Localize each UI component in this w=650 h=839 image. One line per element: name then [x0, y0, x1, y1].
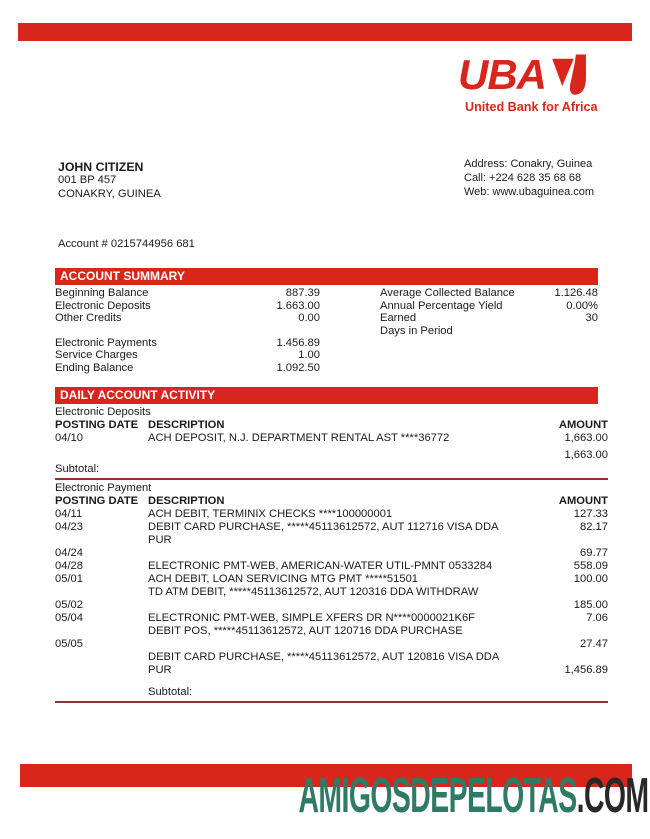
- summary-label: Service Charges: [55, 349, 138, 362]
- activity-date: 04/24: [55, 547, 83, 559]
- watermark-suffix-text: .COM: [577, 769, 649, 823]
- activity-row: [55, 586, 608, 599]
- watermark-main-text: AMIGOSDEPELOTAS: [298, 769, 578, 823]
- summary-value: 1.00: [298, 349, 320, 362]
- summary-left-top-rows: [55, 287, 320, 325]
- summary-value: 1.092.50: [276, 361, 320, 374]
- activity-description: PUR: [148, 534, 172, 546]
- account-summary-section: [55, 268, 608, 375]
- summary-value: 1.663.00: [276, 299, 320, 312]
- activity-row: [55, 521, 608, 534]
- summary-right-rows: [380, 287, 598, 337]
- summary-value: 1.456.89: [276, 336, 320, 349]
- summary-left-column: [55, 287, 320, 375]
- activity-row: [55, 534, 608, 547]
- deposits-rows: [55, 432, 608, 462]
- account-number: Account # 0215744956 681: [58, 238, 195, 250]
- deposits-divider-line: [55, 478, 608, 480]
- payments-subsection-label: Electronic Payment: [55, 482, 152, 494]
- activity-row: [55, 432, 608, 445]
- activity-date: 05/02: [55, 599, 83, 611]
- activity-description: DEBIT CARD PURCHASE, *****45113612572, AUT 112716 VISA DDA: [148, 521, 499, 533]
- deposits-table-header: [55, 419, 608, 432]
- watermark: [298, 769, 649, 823]
- activity-row: [55, 664, 608, 677]
- activity-description: ELECTRONIC PMT-WEB, SIMPLE XFERS DR N****0000021K6F: [148, 612, 476, 624]
- deposits-subtotal-label: Subtotal:: [55, 463, 100, 475]
- activity-description: ELECTRONIC PMT-WEB, AMERICAN-WATER UTIL-PMNT 0533284: [148, 560, 493, 572]
- payments-rows: [55, 508, 608, 677]
- uba-tagline: United Bank for Africa: [465, 100, 598, 114]
- daily-activity-section: [55, 387, 608, 703]
- payments-table-header: [55, 495, 608, 508]
- uba-emblem-icon: [550, 53, 586, 99]
- summary-row: [55, 337, 320, 350]
- daily-activity-header: DAILY ACCOUNT ACTIVITY: [55, 387, 598, 404]
- activity-date: 04/11: [55, 508, 83, 520]
- summary-label: Electronic Deposits: [55, 299, 151, 312]
- bank-address: Address: Conakry, Guinea: [464, 158, 593, 170]
- activity-date: [55, 586, 148, 599]
- summary-label: Earned: [380, 312, 417, 325]
- summary-label: Beginning Balance: [55, 287, 149, 299]
- activity-row: [55, 449, 608, 462]
- summary-row: [380, 300, 598, 313]
- bank-contact-block: [464, 158, 594, 199]
- activity-description: ACH DEBIT, LOAN SERVICING MTG PMT *****51501: [148, 573, 419, 585]
- summary-row: [380, 325, 598, 338]
- activity-row: [55, 560, 608, 573]
- activity-row: [55, 612, 608, 625]
- activity-date: [55, 651, 148, 664]
- customer-name: JOHN CITIZEN: [58, 160, 144, 174]
- summary-value: 0.00: [298, 312, 320, 325]
- activity-date: [55, 449, 148, 462]
- column-header-posting-date: POSTING DATE: [55, 495, 139, 507]
- column-header-description: DESCRIPTION: [148, 419, 225, 431]
- activity-date: [55, 534, 148, 547]
- activity-date: [55, 625, 148, 638]
- activity-amount: [518, 586, 608, 599]
- summary-row: [380, 287, 598, 300]
- activity-amount: 100.00: [573, 573, 608, 585]
- activity-date: 05/05: [55, 638, 83, 650]
- summary-left-bottom-rows: [55, 337, 320, 375]
- summary-label: Days in Period: [380, 324, 453, 337]
- activity-date: 04/23: [55, 521, 83, 533]
- activity-description: TD ATM DEBIT, *****45113612572, AUT 120316 DDA WITHDRAW: [148, 586, 479, 598]
- bank-phone: Call: +224 628 35 68 68: [464, 171, 582, 184]
- column-header-amount: AMOUNT: [558, 419, 608, 431]
- uba-logo-text: UBA: [458, 51, 546, 98]
- payments-subtotal-label: Subtotal:: [148, 686, 193, 698]
- summary-value: 1.126.48: [554, 287, 598, 299]
- activity-row: [55, 625, 608, 638]
- summary-label: Ending Balance: [55, 361, 134, 374]
- activity-description: PUR: [148, 664, 172, 676]
- summary-label: Electronic Payments: [55, 336, 157, 349]
- uba-logo: [458, 52, 638, 114]
- summary-label: Other Credits: [55, 312, 122, 325]
- activity-date: 05/04: [55, 612, 83, 624]
- column-header-description: DESCRIPTION: [148, 495, 225, 507]
- summary-row: [55, 287, 320, 300]
- summary-right-column: [380, 287, 598, 375]
- activity-row: [55, 599, 608, 612]
- activity-amount: 1,663.00: [564, 449, 608, 461]
- activity-amount: 127.33: [573, 508, 608, 520]
- activity-amount: 69.77: [580, 547, 608, 559]
- activity-date: 05/01: [55, 573, 83, 585]
- activity-description: DEBIT CARD PURCHASE, *****45113612572, AUT 120816 VISA DDA: [148, 651, 500, 663]
- summary-value: 0.00%: [566, 299, 598, 312]
- activity-amount: 185.00: [573, 599, 608, 611]
- customer-address-block: [58, 160, 161, 201]
- activity-amount: [518, 534, 608, 547]
- summary-row: [380, 312, 598, 325]
- activity-description: ACH DEPOSIT, N.J. DEPARTMENT RENTAL AST ****36772: [148, 432, 450, 444]
- summary-row: [55, 362, 320, 375]
- summary-value: 30: [585, 312, 598, 325]
- summary-value: 887.39: [285, 287, 320, 299]
- bank-website: Web: www.ubaguinea.com: [464, 185, 595, 198]
- activity-description: DEBIT POS, *****45113612572, AUT 120716 DDA PURCHASE: [148, 625, 463, 637]
- summary-row: [55, 349, 320, 362]
- activity-description: [148, 547, 518, 560]
- activity-description: ACH DEBIT, TERMINIX CHECKS ****100000001: [148, 508, 393, 520]
- activity-amount: 82.17: [580, 521, 608, 533]
- account-summary-body: [55, 287, 608, 375]
- activity-row: [55, 508, 608, 521]
- activity-row: [55, 547, 608, 560]
- account-summary-header: ACCOUNT SUMMARY: [55, 268, 598, 285]
- activity-description: [148, 599, 518, 612]
- activity-amount: 1,456.89: [564, 664, 608, 676]
- activity-row: [55, 638, 608, 651]
- activity-amount: 7.06: [586, 612, 608, 624]
- summary-spacer: [55, 325, 320, 337]
- activity-row: [55, 573, 608, 586]
- payments-divider-line: [55, 701, 608, 703]
- activity-description: [148, 449, 518, 462]
- activity-amount: 1,663.00: [564, 432, 608, 444]
- activity-row: [55, 651, 608, 664]
- customer-address-line2: CONAKRY, GUINEA: [58, 187, 161, 200]
- activity-date: 04/28: [55, 560, 83, 572]
- activity-amount: 27.47: [580, 638, 608, 650]
- deposits-subsection-label: Electronic Deposits: [55, 406, 151, 418]
- activity-amount: [518, 625, 608, 638]
- summary-label: Annual Percentage Yield: [380, 299, 503, 312]
- column-header-amount: AMOUNT: [558, 495, 608, 507]
- summary-row: [55, 312, 320, 325]
- activity-date: [55, 664, 148, 677]
- column-header-posting-date: POSTING DATE: [55, 419, 139, 431]
- activity-description: [148, 638, 518, 651]
- activity-amount: 558.09: [573, 560, 608, 572]
- customer-address-line1: 001 BP 457: [58, 174, 117, 186]
- activity-date: 04/10: [55, 432, 83, 444]
- activity-amount: [518, 651, 608, 664]
- top-red-bar: [18, 23, 632, 41]
- summary-label: Average Collected Balance: [380, 287, 515, 299]
- summary-row: [55, 300, 320, 313]
- uba-logo-row: [458, 52, 638, 99]
